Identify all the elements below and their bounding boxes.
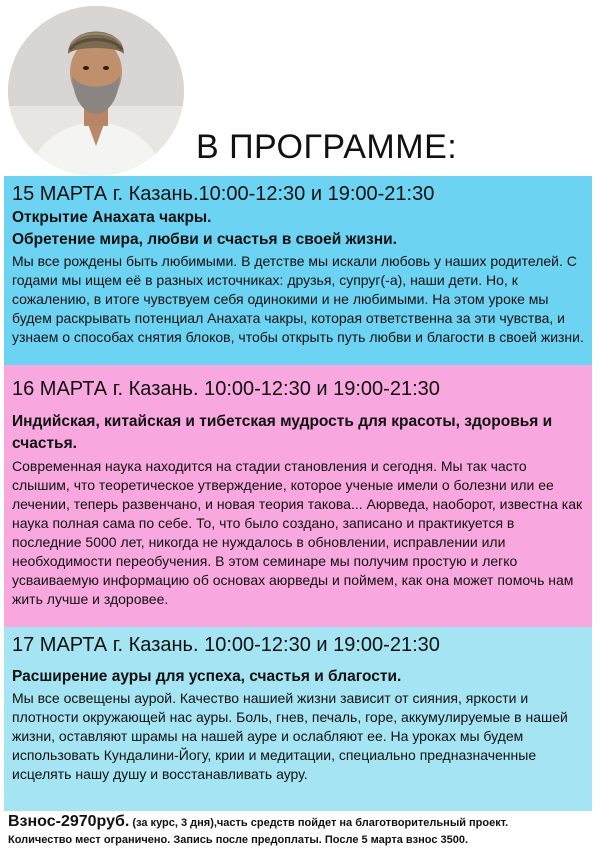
speaker-photo <box>8 6 184 176</box>
price-note: (за курс, 3 дня),часть средств пойдет на благотворительный проект. <box>129 817 509 829</box>
day-1-description: Мы все рождены быть любимыми. В детстве мы искали любовь у наших родителей. С годами мы ищем её в разных источниках: друзья, супруг(-а), наши дети. Но, к сожалению, в итоге чувствуем себя одинокими и не любимыми. На этом уроке мы будем раскрывать потенциал Анахата чакры, которая ответственна за эти чувства, и узнаем о способах снятия блоков, чтобы открыть путь любви и благости в своей жизни. <box>12 253 584 345</box>
day-2-title: Индийская, китайская и тибетская мудрость для красоты, здоровья и счастья. <box>12 413 553 452</box>
day-3-description: Мы все освещены аурой. Качество нашией жизни зависит от сияния, яркости и плотности окружающей нас ауры. Боль, гнев, печаль, горе, аккумулируемые в нашей жизни, оставляют шрамы на нашей ауре и ослабляют ее. На уроках мы будем использовать Кундалини-Йогу, крии и медитации, специально предназначенные исцелять нашу душу и восстанавливать ауру. <box>12 690 568 782</box>
registration-note: Количество мест ограничено. Запись после предоплаты. После 5 марта взнос 3500. <box>8 834 469 846</box>
price-line <box>8 812 596 832</box>
day-1-date: 15 МАРТА г. Казань.10:00-12:30 и 19:00-21:30 <box>12 183 435 205</box>
day-2-date: 16 МАРТА г. Казань. 10:00-12:30 и 19:00-21:30 <box>12 378 440 400</box>
day-2-description: Современная наука находится на стадии становления и сегодня. Мы так часто слышим, что теоретическое утверждение, которое ученые имели о болезни или ее лечении, теперь развенчано, и новая теория такова... Аюрведа, наоборот, известна как наука полная сама по себе. То, что было создано, записано и практикуется в последние 5000 лет, никогда не нуждалось в обновлении, исправлении или необходимости переобучения. В этом семинаре мы получим простую и легко усваиваемую информацию об основах аюрведы и поймем, как она может помочь нам жить лучше и здоровее. <box>12 458 583 607</box>
speaker-portrait-illustration <box>8 6 184 176</box>
program-day-2 <box>4 365 592 627</box>
program-day-1 <box>4 176 592 365</box>
day-3-date: 17 МАРТА г. Казань. 10:00-12:30 и 19:00-21:30 <box>12 634 440 656</box>
day-1-title-line-2: Обретение мира, любви и счастья в своей жизни. <box>12 231 397 248</box>
day-3-title: Расширение ауры для успеха, счастья и благости. <box>12 668 402 685</box>
price-footer <box>8 812 596 848</box>
day-1-title-line-1: Открытие Анахата чакры. <box>12 209 212 226</box>
program-day-3 <box>4 627 592 811</box>
program-heading: В ПРОГРАММЕ: <box>196 128 458 166</box>
price-value: Взнос-2970руб. <box>8 813 130 830</box>
